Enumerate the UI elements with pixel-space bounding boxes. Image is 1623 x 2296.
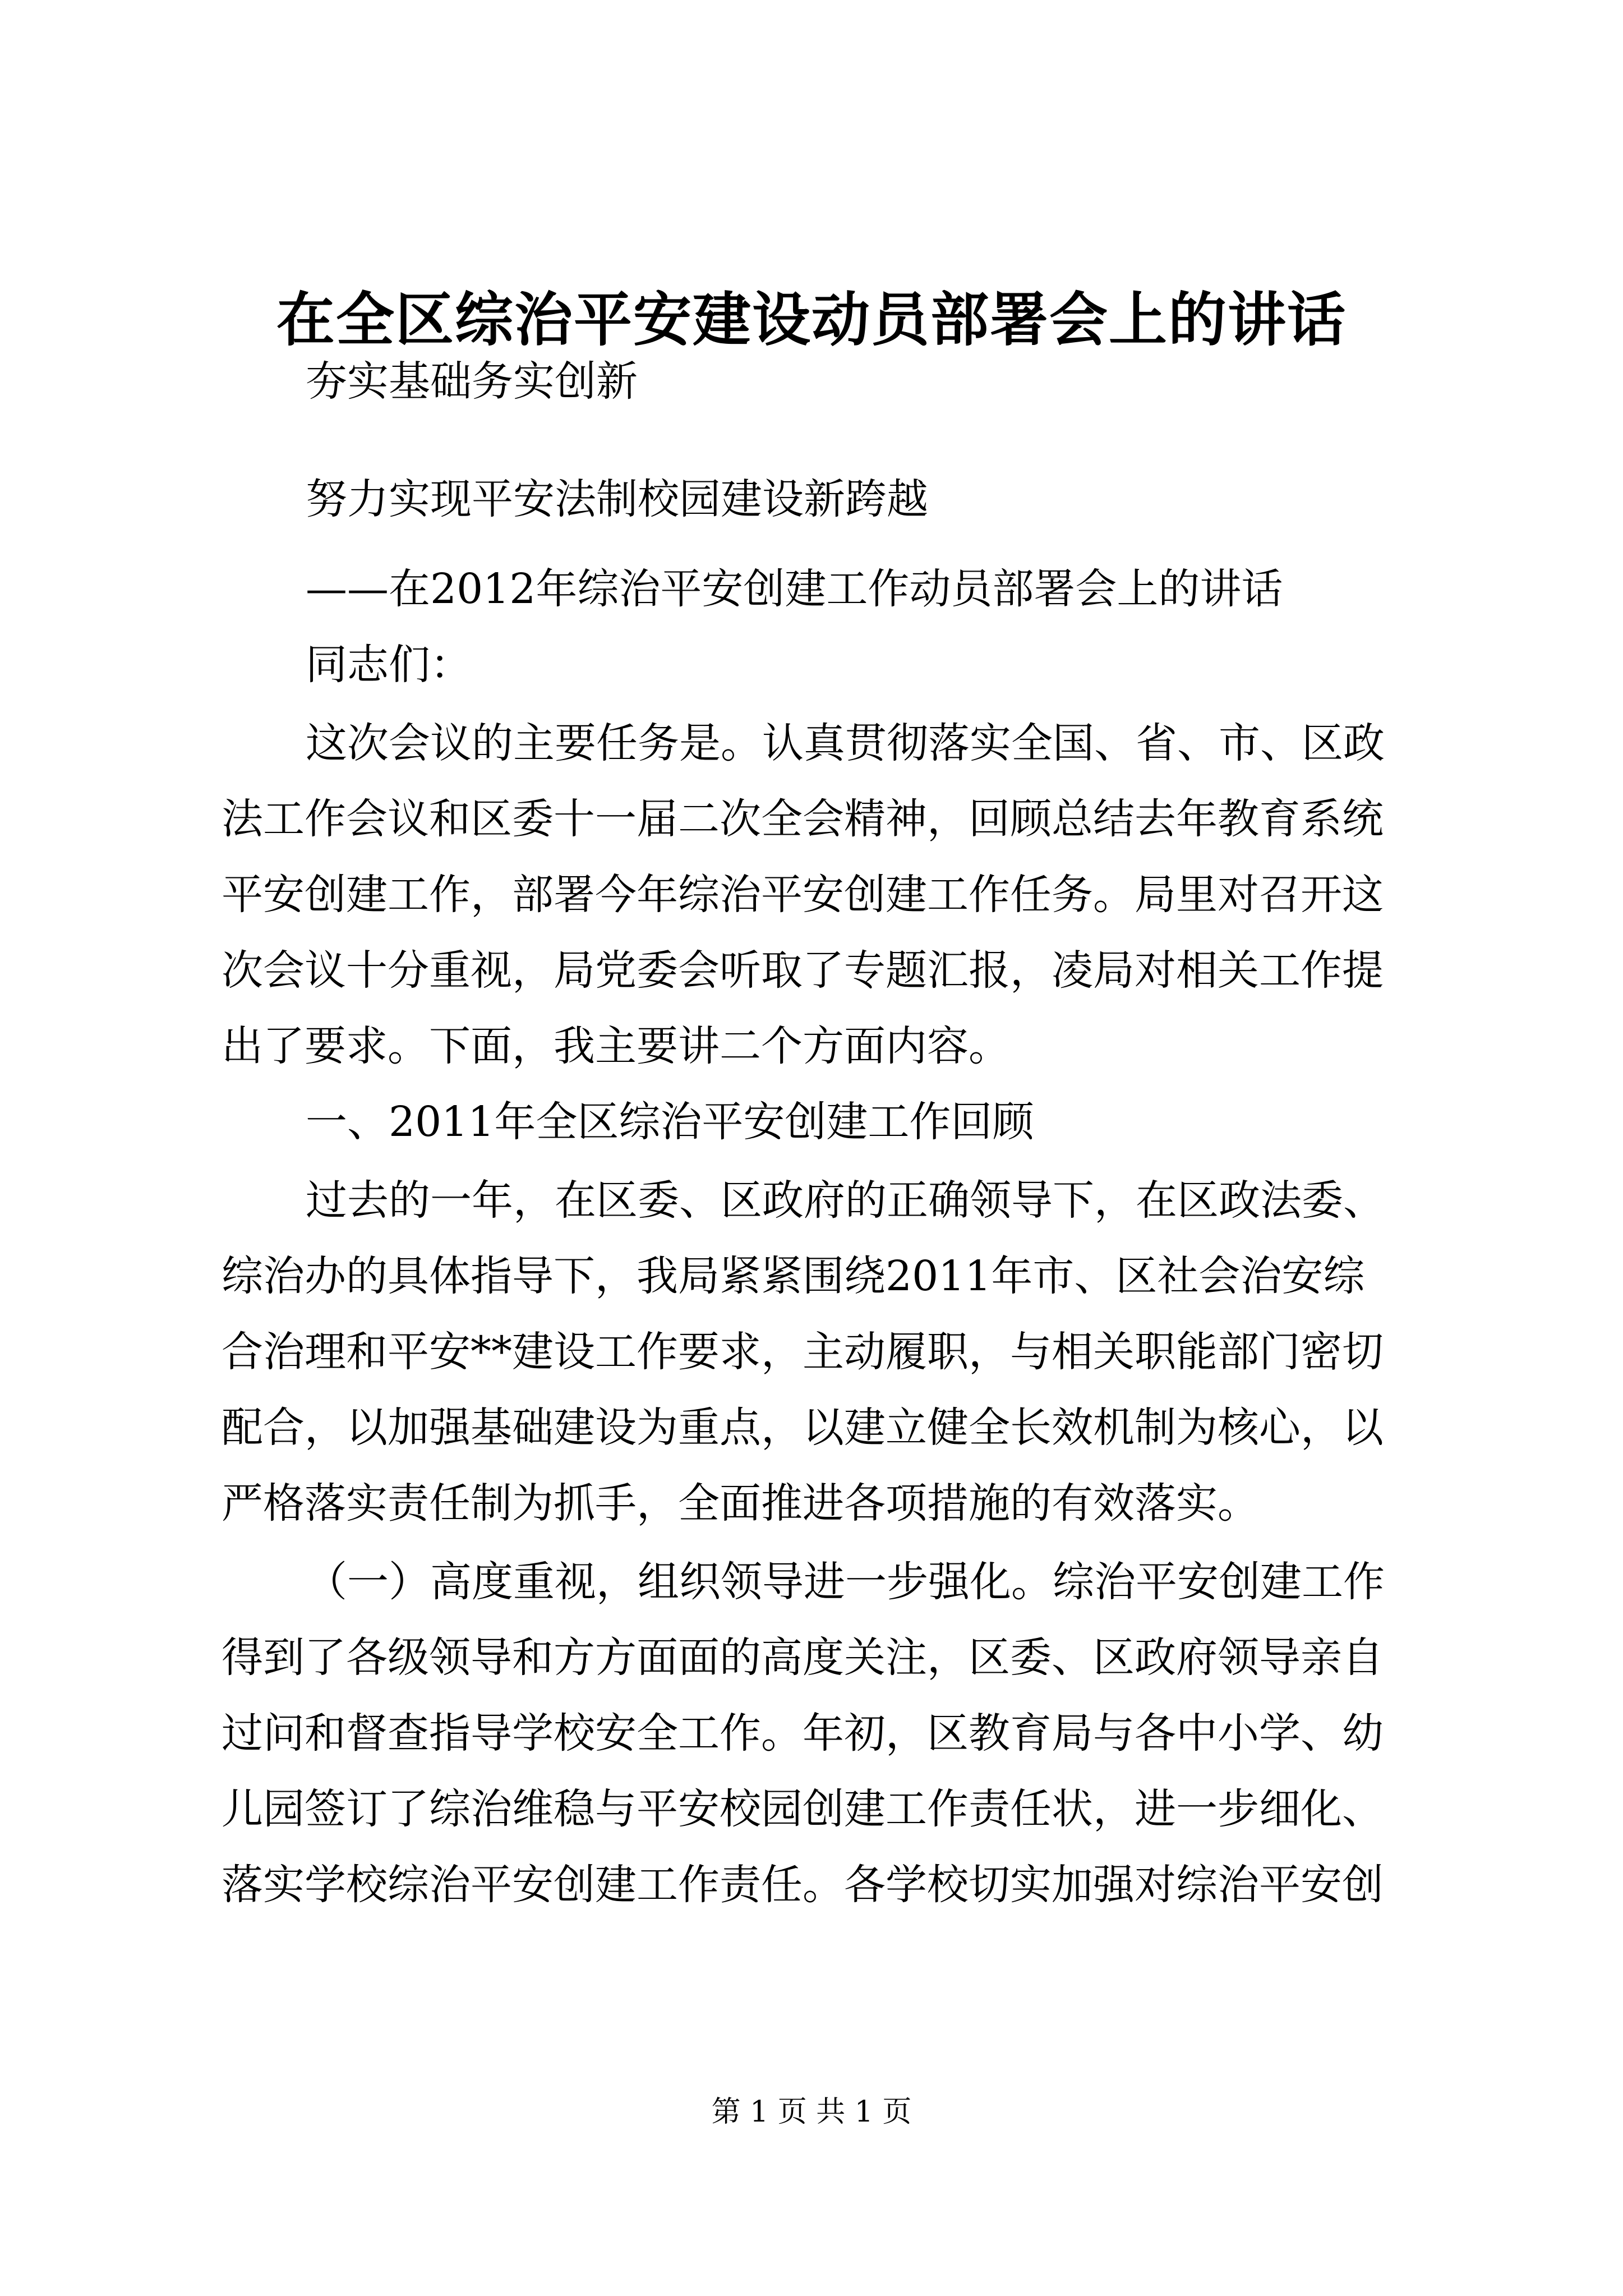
paragraph-line: 合治理和平安**建设工作要求，主动履职，与相关职能部门密切 [222, 1328, 1384, 1376]
subtitle-line-2: 努力实现平安法制校园建设新跨越 [306, 475, 928, 523]
paragraph-line: 次会议十分重视，局党委会听取了专题汇报，凌局对相关工作提 [222, 946, 1384, 995]
paragraph-line: 过问和督查指导学校安全工作。年初，区教育局与各中小学、幼 [222, 1709, 1384, 1757]
paragraph-line: 儿园签订了综治维稳与平安校园创建工作责任状，进一步细化、 [222, 1785, 1384, 1833]
paragraph-line: 平安创建工作，部署今年综治平安创建工作任务。局里对召开这 [222, 871, 1384, 919]
paragraph-line: 出了要求。下面，我主要讲二个方面内容。 [222, 1022, 1010, 1070]
paragraph-line: 落实学校综治平安创建工作责任。各学校切实加强对综治平安创 [222, 1861, 1384, 1909]
paragraph-line: 过去的一年，在区委、区政府的正确领导下，在区政法委、 [306, 1176, 1385, 1225]
paragraph-line: 法工作会议和区委十一届二次全会精神，回顾总结去年教育系统 [222, 795, 1384, 843]
page-footer: 第 1 页 共 1 页 [711, 2095, 912, 2129]
document-title: 在全区综治平安建设动员部署会上的讲话 [276, 285, 1347, 354]
paragraph-line: 得到了各级领导和方方面面的高度关注，区委、区政府领导亲自 [222, 1634, 1384, 1682]
paragraph-line: 配合，以加强基础建设为重点，以建立健全长效机制为核心，以 [222, 1404, 1384, 1452]
subtitle-line-1: 夯实基础务实创新 [306, 357, 638, 406]
subtitle-line-3: ——在2012年综治平安创建工作动员部署会上的讲话 [306, 565, 1283, 613]
paragraph-line: 这次会议的主要任务是。认真贯彻落实全国、省、市、区政 [306, 719, 1385, 767]
paragraph-line: 综治办的具体指导下，我局紧紧围绕2011年市、区社会治安综 [222, 1252, 1365, 1300]
section-heading: 一、2011年全区综治平安创建工作回顾 [306, 1098, 1034, 1146]
salutation: 同志们： [306, 641, 472, 689]
paragraph-line: 严格落实责任制为抓手，全面推进各项措施的有效落实。 [222, 1479, 1259, 1527]
paragraph-line: （一）高度重视，组织领导进一步强化。综治平安创建工作 [306, 1558, 1385, 1606]
